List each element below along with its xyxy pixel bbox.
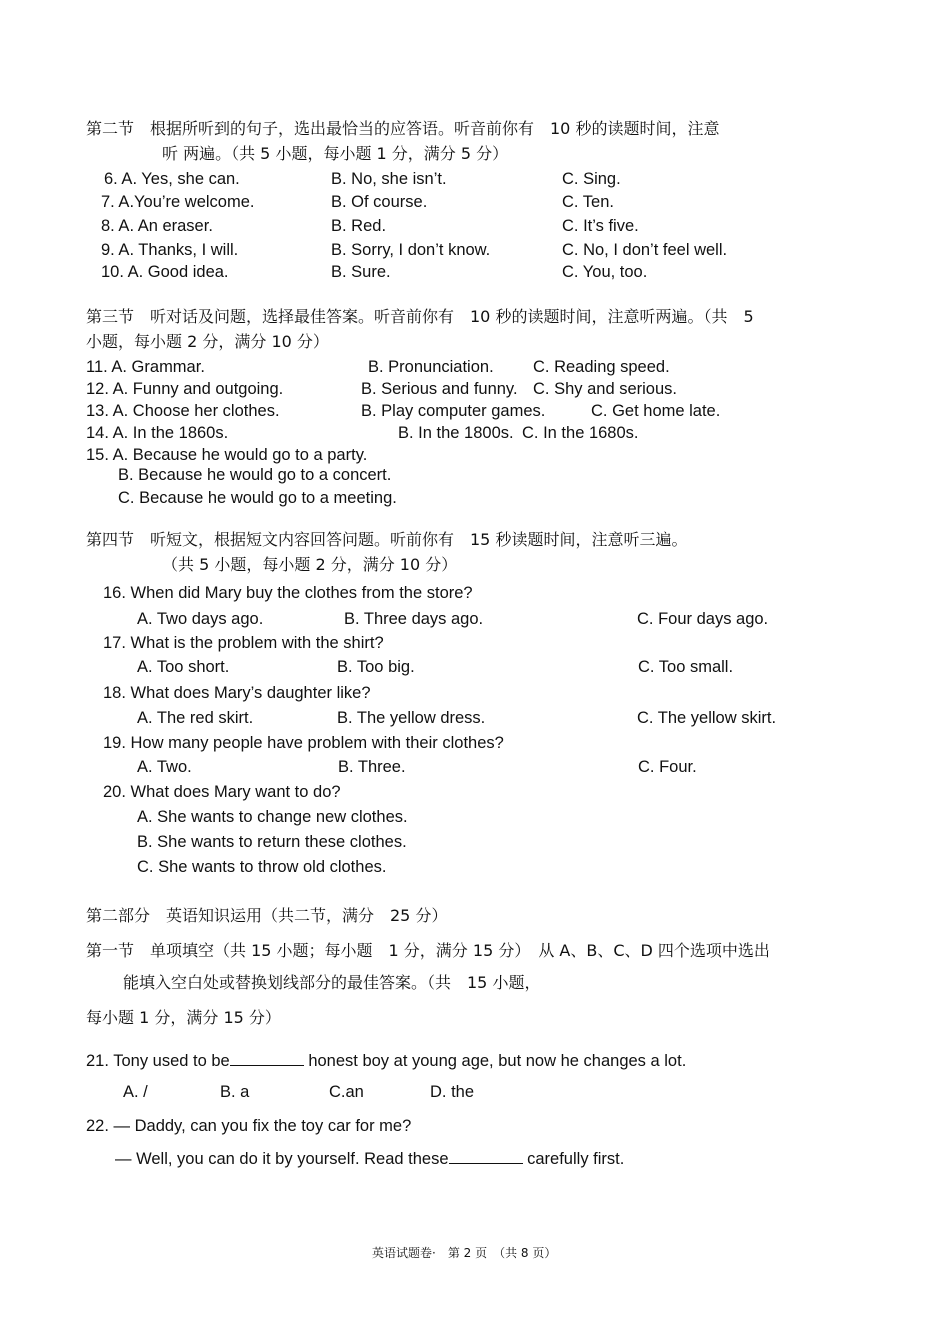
- part2-section1-instructions-cont: 能填入空白处或替换划线部分的最佳答案。（共 15 小题，: [123, 973, 541, 992]
- q10-option-a: 10. A. Good idea.: [101, 263, 229, 281]
- q9-option-c: C. No, I don’t feel well.: [562, 241, 728, 259]
- q11-option-a: 11. A. Grammar.: [86, 358, 205, 376]
- q13-option-c: C. Get home late.: [591, 402, 721, 420]
- q17-option-a: A. Too short.: [137, 658, 230, 676]
- q7-option-a: 7. A.You’re welcome.: [101, 193, 255, 211]
- q15-option-a: 15. A. Because he would go to a party.: [86, 446, 368, 464]
- q6-option-b: B. No, she isn’t.: [331, 170, 447, 188]
- q8-option-b: B. Red.: [331, 217, 387, 235]
- q22-line2-end: carefully first.: [527, 1150, 625, 1168]
- q14-option-b: B. In the 1800s.: [398, 424, 514, 442]
- q21-answer-blank: [230, 1051, 304, 1066]
- q19-stem: 19. How many people have problem with their clothes?: [103, 734, 504, 752]
- q14-option-c: C. In the 1680s.: [522, 424, 639, 442]
- q6-option-a: 6. A. Yes, she can.: [104, 170, 240, 188]
- q21-stem-end: honest boy at young age, but now he changes a lot.: [308, 1052, 687, 1070]
- q20-option-c: C. She wants to throw old clothes.: [137, 858, 387, 876]
- q12-option-c: C. Shy and serious.: [533, 380, 677, 398]
- q21-stem: [86, 1051, 686, 1072]
- q22-line2-start: — Well, you can do it by yourself. Read these: [115, 1150, 449, 1168]
- q13-option-a: 13. A. Choose her clothes.: [86, 402, 280, 420]
- q19-option-c: C. Four.: [638, 758, 697, 776]
- part2-section1-instructions: 第一节 单项填空（共 15 小题；每小题 1 分，满分 15 分） 从 A、B、C、D 四个选项中选出: [86, 941, 770, 960]
- q21-option-b: B. a: [220, 1083, 250, 1101]
- q16-option-c: C. Four days ago.: [637, 610, 769, 628]
- q16-stem: 16. When did Mary buy the clothes from the store?: [103, 584, 473, 602]
- q20-option-b: B. She wants to return these clothes.: [137, 833, 407, 851]
- q14-option-a: 14. A. In the 1860s.: [86, 424, 229, 442]
- q8-option-a: 8. A. An eraser.: [101, 217, 213, 235]
- q10-option-c: C. You, too.: [562, 263, 648, 281]
- section2-header: 第二节 根据所听到的句子，选出最恰当的应答语。听音前你有 10 秒的读题时间，注意: [86, 119, 720, 138]
- q19-option-b: B. Three.: [338, 758, 406, 776]
- q18-option-a: A. The red skirt.: [137, 709, 254, 727]
- q18-option-c: C. The yellow skirt.: [637, 709, 777, 727]
- q6-option-c: C. Sing.: [562, 170, 621, 188]
- q10-option-b: B. Sure.: [331, 263, 391, 281]
- part2-title: 第二部分 英语知识运用（共二节，满分 25 分）: [86, 906, 448, 925]
- q20-option-a: A. She wants to change new clothes.: [137, 808, 408, 826]
- q9-option-b: B. Sorry, I don’t know.: [331, 241, 491, 259]
- section4-header: 第四节 听短文，根据短文内容回答问题。听前你有 15 秒读题时间，注意听三遍。: [86, 530, 688, 549]
- q22-answer-blank: [449, 1149, 523, 1164]
- q17-option-c: C. Too small.: [638, 658, 734, 676]
- section3-header: 第三节 听对话及问题，选择最佳答案。听音前你有 10 秒的读题时间，注意听两遍。（共 5: [86, 307, 754, 326]
- section3-header-cont: 小题，每小题 2 分，满分 10 分）: [86, 332, 329, 351]
- q18-stem: 18. What does Mary’s daughter like?: [103, 684, 371, 702]
- q17-option-b: B. Too big.: [337, 658, 415, 676]
- q12-option-a: 12. A. Funny and outgoing.: [86, 380, 284, 398]
- q21-stem-start: 21. Tony used to be: [86, 1052, 230, 1070]
- q17-stem: 17. What is the problem with the shirt?: [103, 634, 384, 652]
- q21-option-a: A. /: [123, 1083, 148, 1101]
- page-footer: 英语试题卷· 第 2 页 （共 8 页）: [372, 1246, 557, 1260]
- q22-line1: 22. — Daddy, can you fix the toy car for me?: [86, 1117, 412, 1135]
- q11-option-b: B. Pronunciation.: [368, 358, 494, 376]
- q21-option-d: D. the: [430, 1083, 475, 1101]
- part2-section1-instructions-end: 每小题 1 分，满分 15 分）: [86, 1008, 281, 1027]
- q15-option-b: B. Because he would go to a concert.: [118, 466, 392, 484]
- q21-option-c: C.an: [329, 1083, 364, 1101]
- q18-option-b: B. The yellow dress.: [337, 709, 486, 727]
- q9-option-a: 9. A. Thanks, I will.: [101, 241, 239, 259]
- section4-header-cont: （共 5 小题，每小题 2 分，满分 10 分）: [162, 555, 458, 574]
- q16-option-a: A. Two days ago.: [137, 610, 264, 628]
- section2-header-cont: 听 两遍。（共 5 小题，每小题 1 分，满分 5 分）: [162, 144, 509, 163]
- q11-option-c: C. Reading speed.: [533, 358, 670, 376]
- q8-option-c: C. It’s five.: [562, 217, 639, 235]
- q20-stem: 20. What does Mary want to do?: [103, 783, 341, 801]
- q12-option-b: B. Serious and funny.: [361, 380, 518, 398]
- q7-option-b: B. Of course.: [331, 193, 428, 211]
- q19-option-a: A. Two.: [137, 758, 192, 776]
- q15-option-c: C. Because he would go to a meeting.: [118, 489, 397, 507]
- q22-line2: [115, 1149, 624, 1170]
- q7-option-c: C. Ten.: [562, 193, 614, 211]
- q16-option-b: B. Three days ago.: [344, 610, 484, 628]
- q13-option-b: B. Play computer games.: [361, 402, 546, 420]
